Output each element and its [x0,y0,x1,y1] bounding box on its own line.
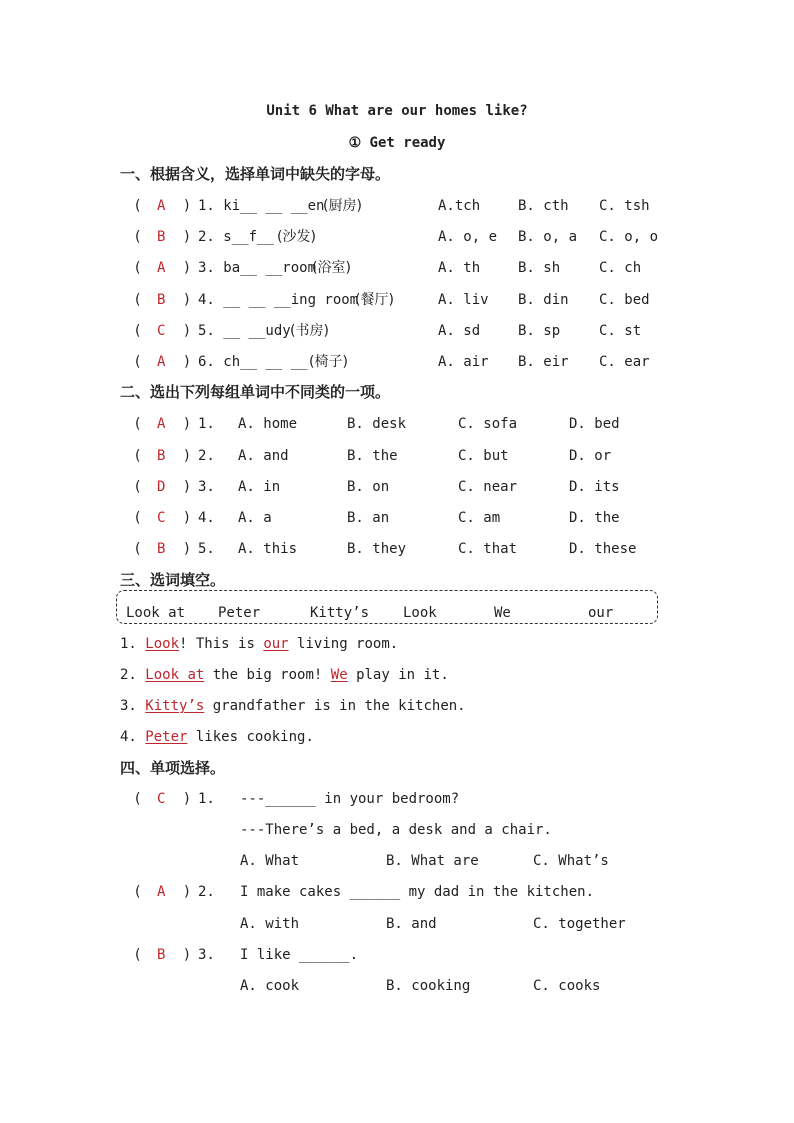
option-b: B. they [347,541,407,557]
sentence-text: ! This is [179,636,255,652]
option-a: A. with [240,916,300,932]
option-b: B. o, a [518,229,578,245]
option-a: A. th [438,260,481,276]
filled-answer: Look [145,636,180,652]
open-paren: ( [135,198,141,214]
line-number: 3. [120,698,137,714]
option-b: B. eir [518,354,569,370]
option-b: B. cooking [386,978,471,994]
item-number: 4. [198,510,215,526]
page-subtitle: ① Get ready [348,135,446,151]
close-paren: ) [184,416,190,432]
question-text: I make cakes ______ my dad in the kitchen. [240,884,595,900]
answer: B [157,947,166,963]
answer: B [157,292,166,308]
item-number: 3. [198,479,215,495]
fill-line-1 [120,635,398,653]
option-c: C. am [458,510,501,526]
close-paren: ) [184,791,190,807]
question-text: ---There’s a bed, a desk and a chair. [240,822,552,838]
line-number: 4. [120,729,137,745]
section-3-heading: 三、选词填空。 [120,571,226,589]
question-text: 3. ba__ __room [198,260,317,276]
chinese-hint: (厨房) [323,198,362,214]
option-d: D. its [569,479,620,495]
question-text: 4. __ __ __ing room [198,292,359,308]
option-d: D. these [569,541,637,557]
answer: C [157,510,166,526]
chinese-hint: (椅子) [309,354,348,370]
question-text: I like ______. [240,947,359,963]
answer: A [157,354,166,370]
option-b: B. an [347,510,390,526]
section-4-heading: 四、单项选择。 [120,759,226,777]
chinese-hint: (餐厅) [355,292,394,308]
option-b: B. the [347,448,398,464]
sentence-text: grandfather is in the kitchen. [212,698,466,714]
open-paren: ( [135,448,141,464]
open-paren: ( [135,323,141,339]
option-c: C. bed [599,292,650,308]
option-d: D. bed [569,416,620,432]
option-c: C. cooks [533,978,601,994]
close-paren: ) [184,479,190,495]
option-b: B. desk [347,416,407,432]
close-paren: ) [184,541,190,557]
option-c: C. o, o [599,229,659,245]
open-paren: ( [135,884,141,900]
option-c: C. ch [599,260,642,276]
fill-line-2 [120,666,449,684]
close-paren: ) [184,884,190,900]
option-b: B. sp [518,323,561,339]
option-a: A. and [238,448,289,464]
option-d: D. or [569,448,612,464]
answer: A [157,884,166,900]
sentence-text: living room. [297,636,399,652]
filled-answer: We [330,667,348,683]
open-paren: ( [135,416,141,432]
chinese-hint: (书房) [290,323,329,339]
filled-answer: our [263,636,289,652]
option-d: D. the [569,510,620,526]
option-a: A. sd [438,323,481,339]
open-paren: ( [135,510,141,526]
open-paren: ( [135,791,141,807]
filled-answer: Look at [145,667,205,683]
sentence-text: play in it. [356,667,449,683]
option-a: A. this [238,541,298,557]
page-title: Unit 6 What are our homes like? [266,103,528,119]
fill-line-3 [120,697,466,715]
option-b: B. cth [518,198,569,214]
option-b: B. din [518,292,569,308]
chinese-hint: (浴室) [312,260,351,276]
close-paren: ) [184,510,190,526]
sentence-text: likes cooking. [195,729,314,745]
close-paren: ) [184,323,190,339]
open-paren: ( [135,354,141,370]
answer: C [157,323,166,339]
close-paren: ) [184,229,190,245]
chinese-hint: (沙发) [277,229,316,245]
answer: D [157,479,166,495]
line-number: 1. [120,636,137,652]
open-paren: ( [135,947,141,963]
word-bank-item: Kitty’s [310,605,370,621]
answer: C [157,791,166,807]
filled-answer: Kitty’s [145,698,205,714]
question-text: 5. __ __udy [198,323,291,339]
question-text: 6. ch__ __ __ [198,354,308,370]
question-text: 2. s__f__ [198,229,274,245]
item-number: 2. [198,884,215,900]
open-paren: ( [135,260,141,276]
item-number: 2. [198,448,215,464]
option-c: C. sofa [458,416,518,432]
item-number: 5. [198,541,215,557]
option-c: C. ear [599,354,650,370]
open-paren: ( [135,479,141,495]
option-b: B. on [347,479,390,495]
option-b: B. What are [386,853,479,869]
option-a: A. What [240,853,300,869]
option-a: A. cook [240,978,300,994]
option-a: A. in [238,479,281,495]
line-number: 2. [120,667,137,683]
answer: A [157,416,166,432]
answer: A [157,198,166,214]
option-a: A. air [438,354,489,370]
sentence-text: the big room! [212,667,323,683]
open-paren: ( [135,292,141,308]
word-bank-item: We [494,605,511,621]
option-a: A.tch [438,198,481,214]
open-paren: ( [135,541,141,557]
item-number: 3. [198,947,215,963]
word-bank-box [116,590,658,624]
section-2-heading: 二、选出下列每组单词中不同类的一项。 [120,383,391,401]
option-c: C. but [458,448,509,464]
option-a: A. o, e [438,229,498,245]
answer: B [157,229,166,245]
word-bank-item: our [588,605,614,621]
answer: B [157,448,166,464]
close-paren: ) [184,198,190,214]
section-1-heading: 一、根据含义，选择单词中缺失的字母。 [120,165,391,183]
option-c: C. What’s [533,853,609,869]
item-number: 1. [198,416,215,432]
word-bank-item: Look [403,605,437,621]
option-c: C. together [533,916,626,932]
fill-line-4 [120,728,314,746]
close-paren: ) [184,260,190,276]
option-a: A. liv [438,292,489,308]
option-c: C. that [458,541,518,557]
option-b: B. sh [518,260,561,276]
item-number: 1. [198,791,215,807]
option-b: B. and [386,916,437,932]
question-text: ---______ in your bedroom? [240,791,460,807]
option-a: A. a [238,510,272,526]
word-bank-item: Peter [218,605,261,621]
answer: A [157,260,166,276]
filled-answer: Peter [145,729,188,745]
close-paren: ) [184,354,190,370]
option-a: A. home [238,416,298,432]
option-c: C. st [599,323,642,339]
open-paren: ( [135,229,141,245]
option-c: C. near [458,479,518,495]
option-c: C. tsh [599,198,650,214]
close-paren: ) [184,292,190,308]
question-text: 1. ki__ __ __en [198,198,325,214]
close-paren: ) [184,947,190,963]
word-bank-item: Look at [126,605,186,621]
answer: B [157,541,166,557]
close-paren: ) [184,448,190,464]
